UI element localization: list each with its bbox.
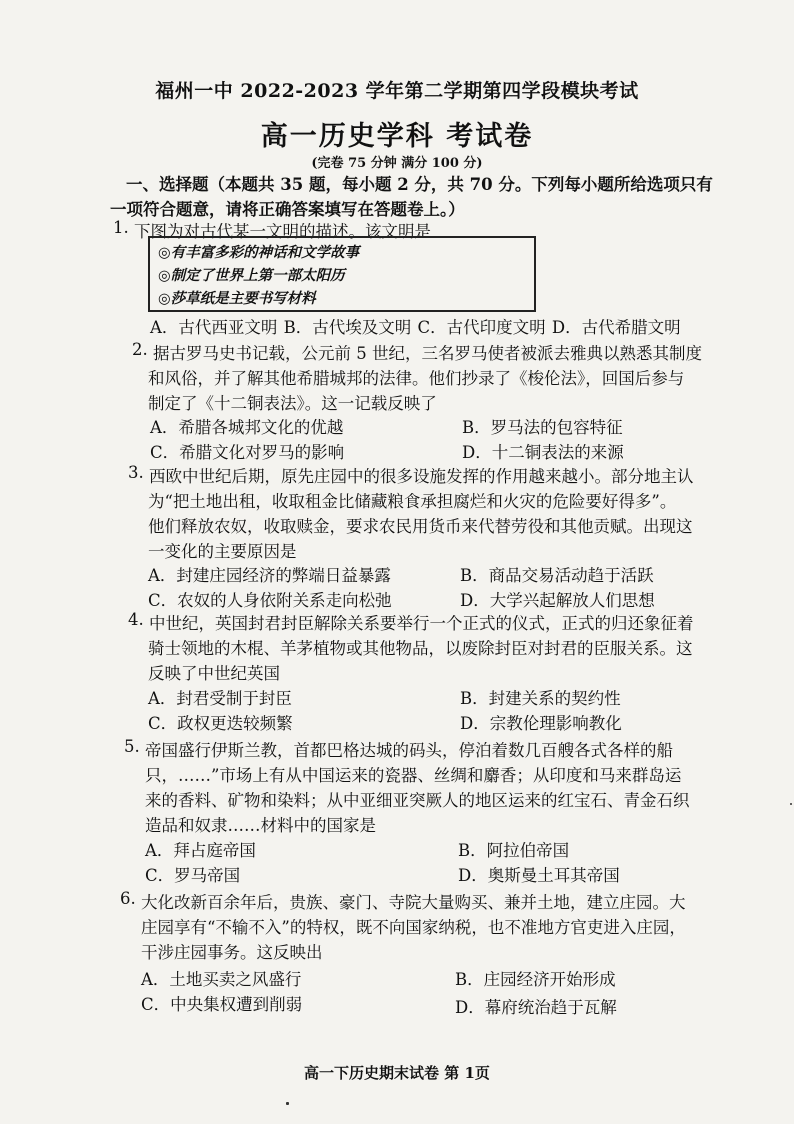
question-stem-line: 造品和奴隶……材料中的国家是	[145, 816, 376, 835]
answer-options: A．古代西亚文明 B．古代埃及文明 C．古代印度文明 D．古代希腊文明	[150, 318, 681, 337]
scan-speck	[790, 803, 792, 805]
question-stem-line: 他们释放农奴，收取赎金，要求农民用货币来代替劳役和其他贡赋。出现这	[148, 517, 693, 536]
option-c: C．希腊文化对罗马的影响	[150, 443, 345, 462]
description-item: ◎制定了世界上第一部太阳历	[158, 267, 345, 284]
question-stem-line: 干涉庄园事务。这反映出	[141, 943, 323, 962]
exam-info: (完卷 75 分钟 满分 100 分)	[311, 156, 483, 171]
option-d: D．奥斯曼土耳其帝国	[458, 866, 620, 885]
question-stem-line: 来的香料、矿物和染料；从中亚细亚突厥人的地区运来的红宝石、青金石织	[145, 791, 690, 810]
scan-speck	[286, 1102, 289, 1105]
option-a: A．拜占庭帝国	[145, 841, 256, 860]
question-stem-line: 和风俗，并了解其他希腊城邦的法律。他们抄录了《梭伦法》，回国后参与	[148, 369, 685, 388]
option-b: B．阿拉伯帝国	[458, 841, 570, 860]
question-number: 5.	[124, 737, 140, 756]
question-stem-line: 只，……”市场上有从中国运来的瓷器、丝绸和麝香；从印度和马来群岛运	[145, 766, 682, 785]
question-number: 6.	[120, 889, 136, 908]
page-footer: 高一下历史期末试卷 第 1页	[304, 1064, 490, 1082]
option-a: A．封君受制于封臣	[148, 689, 292, 708]
description-item: ◎有丰富多彩的神话和文学故事	[158, 244, 360, 261]
option-b: B．罗马法的包容特征	[462, 418, 623, 437]
question-stem-line: 一变化的主要原因是	[148, 542, 297, 561]
option-c: C．罗马帝国	[145, 866, 241, 885]
question-stem-line: 庄园享有“不输不入”的特权，既不向国家纳税，也不准地方官吏进入庄园，	[141, 918, 686, 937]
option-b: B．商品交易活动趋于活跃	[460, 566, 654, 585]
question-stem-line: 据古罗马史书记载，公元前 5 世纪，三名罗马使者被派去雅典以熟悉其制度	[153, 344, 702, 363]
question-stem-line: 中世纪，英国封君封臣解除关系要举行一个正式的仪式，正式的归还象征着	[149, 614, 694, 633]
question-stem-line: 下图为对古代某一文明的描述。该文明是	[134, 222, 431, 241]
description-item: ◎莎草纸是主要书写材料	[158, 290, 316, 307]
option-d: D．宗教伦理影响教化	[460, 714, 622, 733]
section-heading-line: 一项符合题意，请将正确答案填写在答题卷上。）	[110, 200, 465, 219]
question-number: 3.	[128, 463, 144, 482]
question-stem-line: 制定了《十二铜表法》。这一记载反映了	[148, 394, 437, 413]
option-c: C．政权更迭较频繁	[148, 714, 293, 733]
option-b: B．庄园经济开始形成	[455, 970, 616, 989]
option-a: A．希腊各城邦文化的优越	[150, 418, 344, 437]
question-stem-line: 为“把土地出租，收取租金比储藏粮食承担腐烂和火灾的危险要好得多”。	[148, 492, 677, 511]
option-d: D．大学兴起解放人们思想	[460, 591, 655, 610]
question-stem-line: 反映了中世纪英国	[148, 664, 280, 683]
option-c: C．农奴的人身依附关系走向松弛	[148, 591, 392, 610]
option-b: B．封建关系的契约性	[460, 689, 621, 708]
option-d: D．幕府统治趋于瓦解	[455, 998, 617, 1017]
question-number: 2.	[132, 340, 148, 359]
question-number: 4.	[128, 610, 144, 629]
question-number: 1.	[113, 218, 129, 237]
question-stem-line: 骑士领地的木棍、羊茅植物或其他物品，以废除封臣对封君的臣服关系。这	[148, 639, 693, 658]
description-box	[148, 236, 536, 312]
question-stem-line: 大化改新百余年后，贵族、豪门、寺院大量购买、兼并土地，建立庄园。大	[141, 893, 686, 912]
option-a: A．封建庄园经济的弊端日益暴露	[148, 566, 391, 585]
school-title: 福州一中 2022-2023 学年第二学期第四学段模块考试	[155, 80, 639, 102]
question-stem-line: 帝国盛行伊斯兰教，首都巴格达城的码头，停泊着数几百艘各式各样的船	[145, 741, 673, 760]
page-title: 高一历史学科 考试卷	[260, 121, 534, 152]
section-heading	[110, 172, 730, 222]
option-d: D．十二铜表法的来源	[462, 443, 624, 462]
question-stem-line: 西欧中世纪后期，原先庄园中的很多设施发挥的作用越来越小。部分地主认	[149, 467, 694, 486]
option-a: A．土地买卖之风盛行	[141, 970, 302, 989]
section-heading-line: 一、选择题（本题共 35 题，每小题 2 分，共 70 分。下列每小题所给选项只有	[126, 175, 713, 194]
option-c: C．中央集权遭到削弱	[141, 995, 303, 1014]
